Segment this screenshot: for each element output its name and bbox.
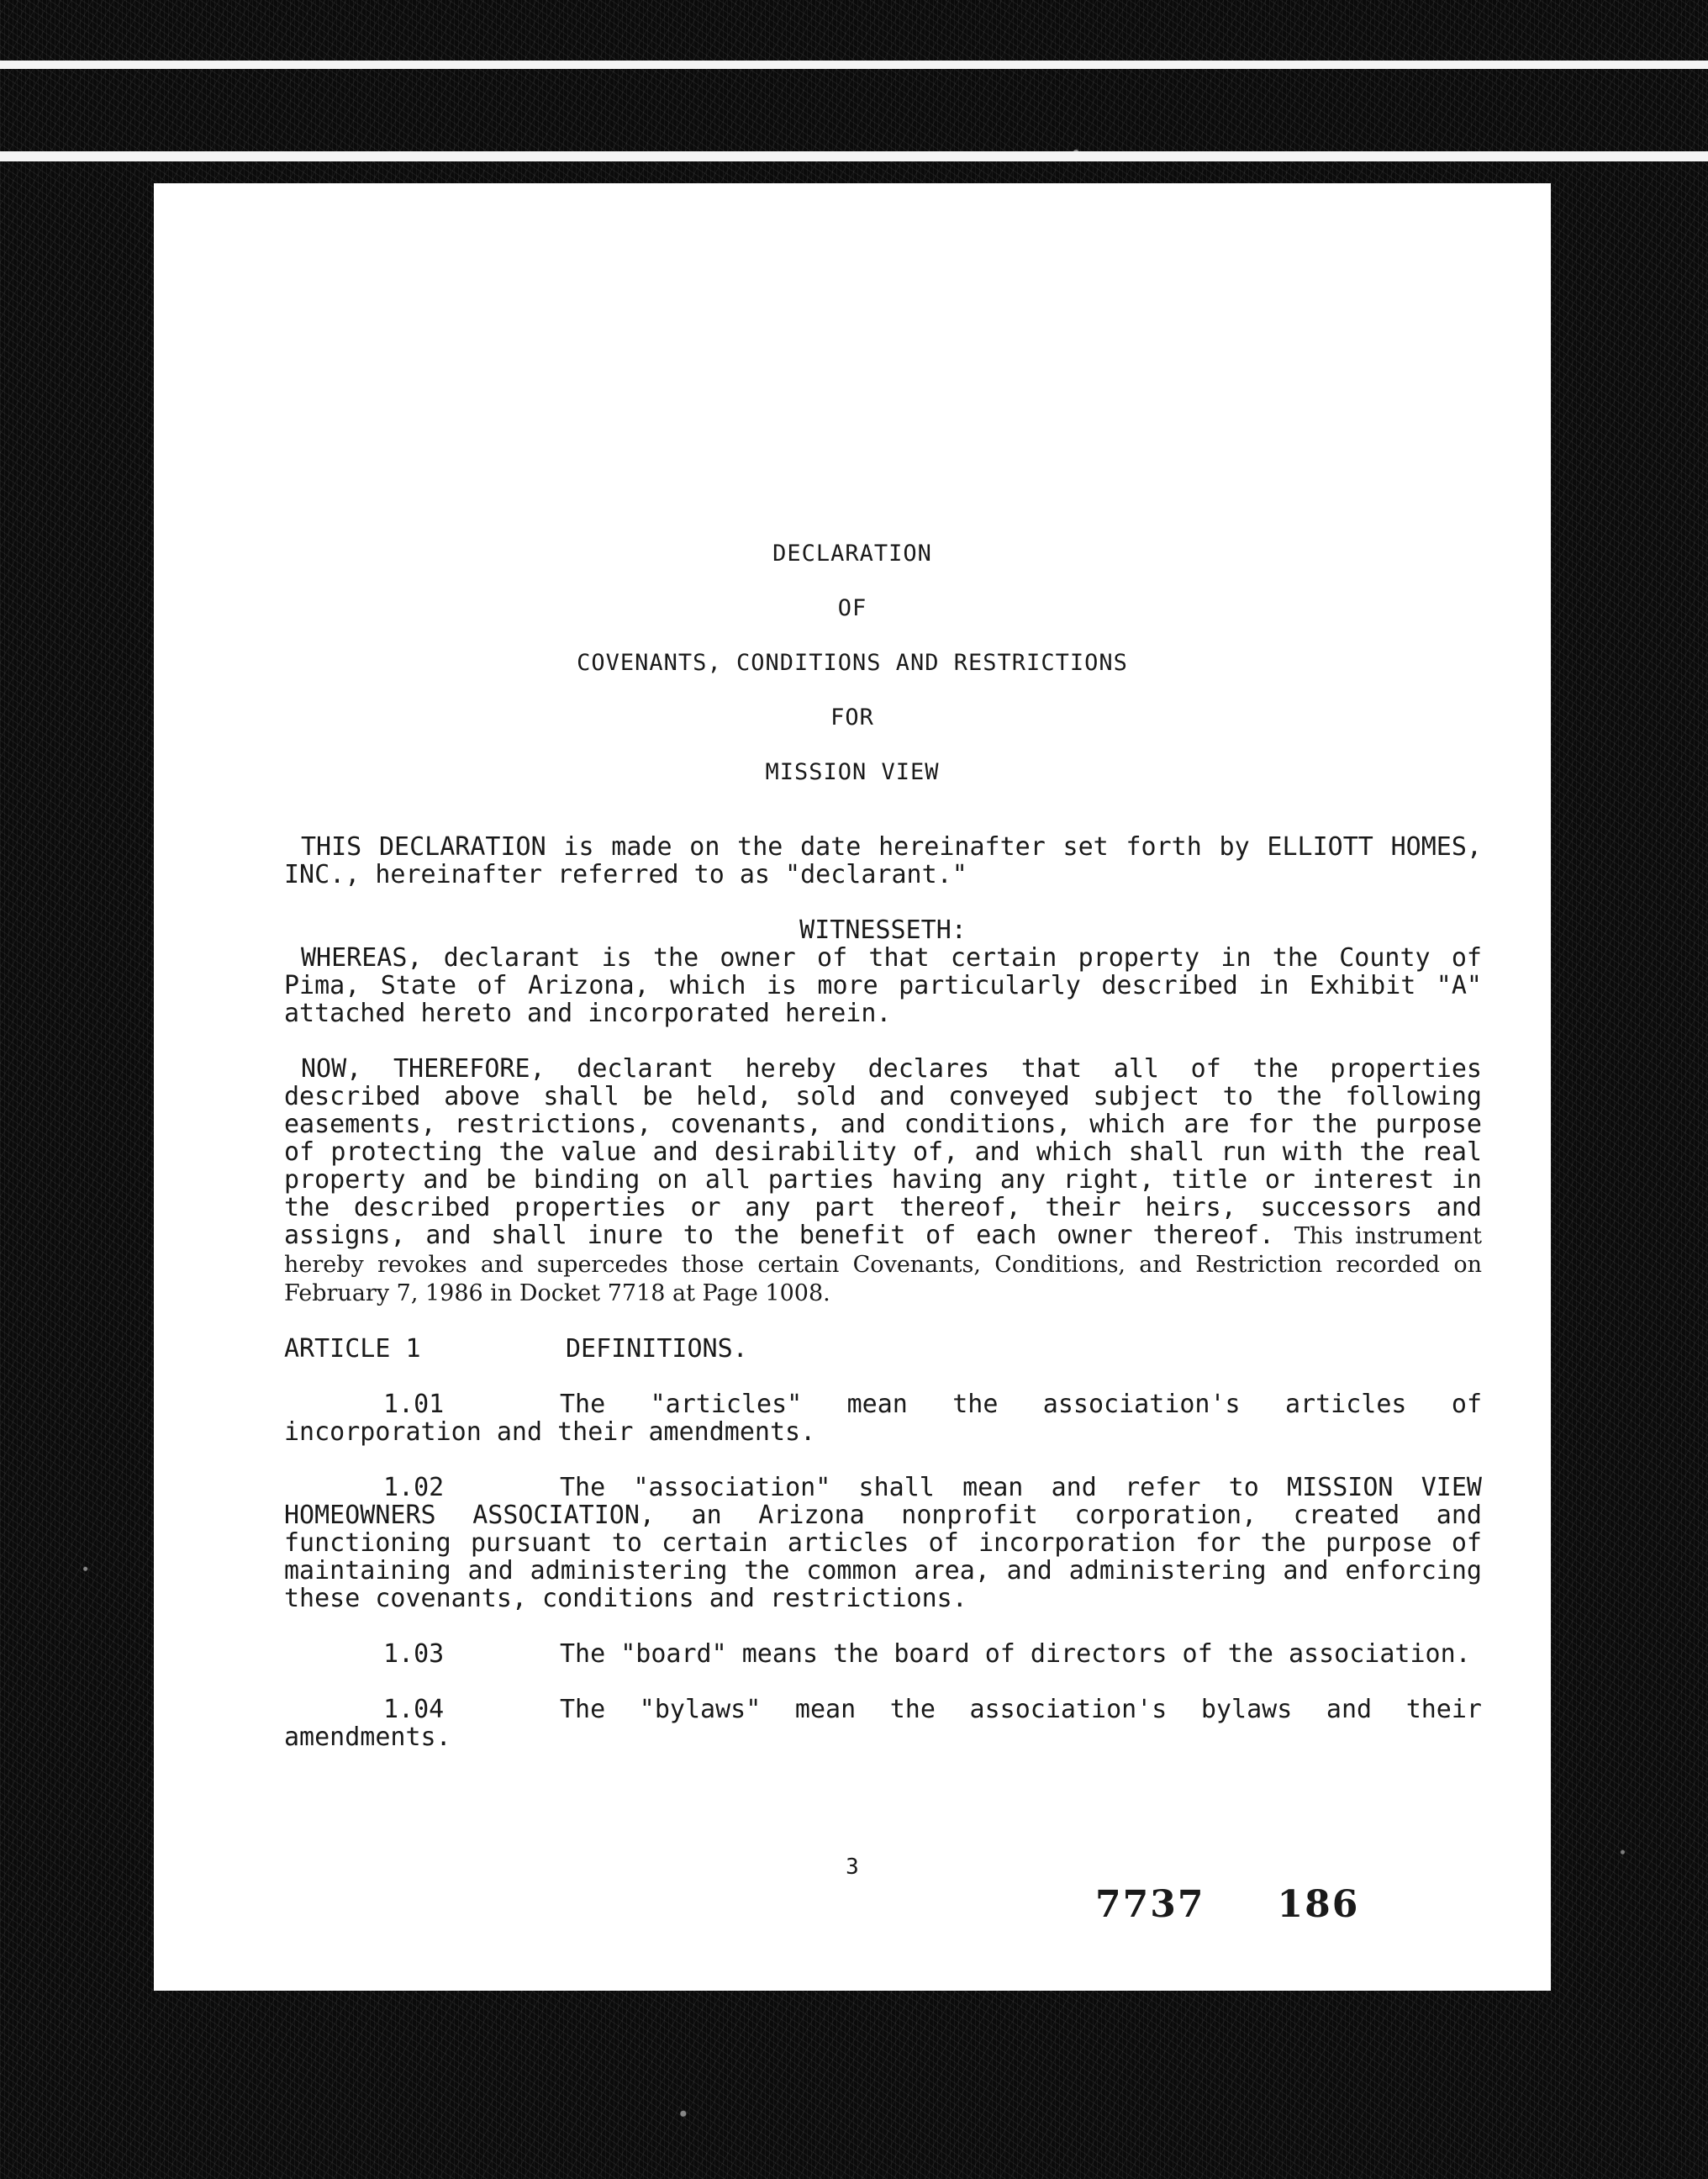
docket-stamp — [1095, 1883, 1359, 1926]
definition-text: The "articles" mean the association's articles of incorporation and their amendments. — [284, 1390, 1482, 1447]
title-line: OF — [837, 595, 867, 621]
document-title — [154, 526, 1551, 799]
docket-page-number: 186 — [1277, 1883, 1360, 1926]
section-number: 1.01 — [383, 1390, 445, 1419]
definition-text: The "association" shall mean and refer to MISSION VIEW HOMEOWNERS ASSOCIATION, an Arizona nonprofit corporation, created and functioning pursuant to certain articles of incorporation for the purpose of maintaining and administering the common area, and administering and enforcing these covenants, conditions and restrictions. — [284, 1473, 1482, 1613]
scan-edge-line — [0, 61, 1708, 69]
title-line: DECLARATION — [772, 541, 932, 567]
whereas-paragraph: WHEREAS, declarant is the owner of that certain property in the County of Pima, State of Arizona, which is more particularly described in Exhibit "A" attached hereto and incorporated herein. — [284, 943, 1482, 1028]
definition-item — [284, 1640, 1482, 1668]
document-body — [284, 833, 1482, 1779]
witnesseth-heading: WITNESSETH: — [799, 915, 967, 945]
now-therefore-paragraph — [284, 1055, 1482, 1307]
definition-item — [284, 1696, 1482, 1751]
docket-number: 7737 — [1095, 1883, 1205, 1926]
title-line: FOR — [830, 704, 874, 731]
definition-item — [284, 1474, 1482, 1612]
scan-edge-line — [0, 151, 1708, 161]
document-page — [154, 183, 1551, 1991]
definition-text: The "bylaws" mean the association's bylaws and their amendments. — [284, 1695, 1482, 1752]
article-heading — [284, 1335, 1482, 1363]
definition-item — [284, 1390, 1482, 1446]
now-therefore-text: NOW, THEREFORE, declarant hereby declares that all of the properties described above shall be held, sold and conveyed subject to the following easements, restrictions, covenants, and conditions, which are for the purpose of protecting the value and desirability of, and which shall run with the real property and be binding on all parties having any right, title or interest in the described properties or any part thereof, their heirs, successors and assigns, and shall inure to the benefit of each owner thereof. — [284, 1054, 1482, 1250]
section-number: 1.02 — [383, 1473, 445, 1502]
title-line: MISSION VIEW — [765, 759, 940, 785]
intro-paragraph: THIS DECLARATION is made on the date hereinafter set forth by ELLIOTT HOMES, INC., hereinafter referred to as "declarant." — [284, 832, 1482, 889]
revocation-text: This instrument hereby revokes and supercedes those certain Covenants, Conditions, and Restriction recorded on February 7, 1986 in Docket 7718 at Page 1008. — [284, 1223, 1482, 1306]
article-number: ARTICLE 1 — [284, 1334, 421, 1364]
section-number: 1.03 — [383, 1639, 445, 1669]
page-number: 3 — [846, 1855, 859, 1880]
title-line: COVENANTS, CONDITIONS AND RESTRICTIONS — [577, 650, 1128, 676]
definition-text: The "board" means the board of directors of the association. — [560, 1639, 1471, 1669]
article-title: DEFINITIONS. — [566, 1334, 748, 1364]
section-number: 1.04 — [383, 1695, 445, 1724]
